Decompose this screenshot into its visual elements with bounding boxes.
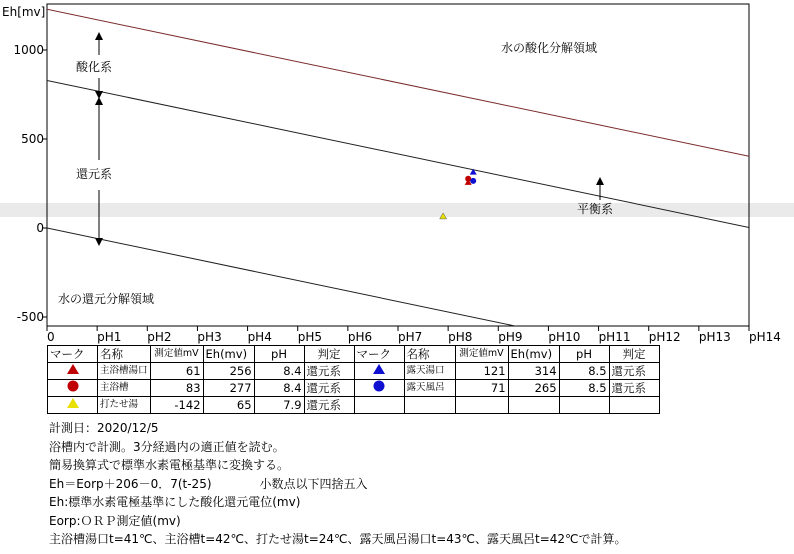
row-marker-2 [354,380,404,397]
y-axis-label: Eh[mv] [2,5,46,19]
row-measured: -142 [150,397,203,414]
row-ph: 8.4 [254,363,304,380]
row-name: 主浴槽湯口 [98,363,151,380]
row-marker-2 [354,397,404,414]
header-name-2: 名称 [404,346,455,363]
equilibrium-label: 平衡系 [577,202,614,216]
header-mark: マーク [48,346,98,363]
row-eh-2: 265 [508,380,559,397]
measurement-table [47,345,660,414]
row-marker-2 [354,363,404,380]
header-measured-2: 測定値mV [455,346,508,363]
row-judge: 還元系 [304,363,354,380]
x-tick-label: pH5 [297,330,322,344]
row-judge-2 [609,397,659,414]
x-tick-label: pH3 [197,330,222,344]
row-marker [48,363,98,380]
header-measured: 測定値mV [150,346,203,363]
x-tick-label: pH4 [247,330,272,344]
row-name-2: 露天湯口 [404,363,455,380]
header-ph-2: pH [559,346,609,363]
y-tick-label: 1000 [13,43,44,57]
x-tick-label: pH2 [147,330,172,344]
row-eh: 65 [203,397,254,414]
y-tick-label: 0 [36,221,44,235]
row-ph: 7.9 [254,397,304,414]
row-name: 打たせ湯 [98,397,151,414]
table-header-row [48,346,660,363]
header-name: 名称 [98,346,151,363]
row-marker [48,397,98,414]
x-tick-label: pH1 [97,330,122,344]
header-eh-2: Eh(mv) [508,346,559,363]
table-row [48,363,660,380]
oxidizing-label: 酸化系 [76,60,113,74]
row-eh-2: 314 [508,363,559,380]
row-measured-2: 71 [455,380,508,397]
x-tick-label: pH7 [398,330,423,344]
header-judge-2: 判定 [609,346,659,363]
row-judge-2: 還元系 [609,380,659,397]
row-measured: 61 [150,363,203,380]
row-ph-2: 8.5 [559,380,609,397]
oxidation-region-label: 水の酸化分解領域 [501,41,598,55]
reducing-label: 還元系 [76,167,113,181]
header-ph: pH [254,346,304,363]
notes-block [49,419,627,549]
row-judge-2: 還元系 [609,363,659,380]
row-name-2 [404,397,455,414]
table-row [48,380,660,397]
header-judge: 判定 [304,346,354,363]
row-name-2: 露天風呂 [404,380,455,397]
triangle-marker-icon [66,363,80,379]
highlight-band [0,203,794,217]
note-method: 浴槽内で計測。3分経過内の適正値を読む。 [49,439,285,454]
row-eh-2 [508,397,559,414]
annotations-layer [58,32,613,306]
boundary-line-0 [47,9,749,156]
x-tick-label: pH11 [598,330,631,344]
note-conversion: 簡易換算式で標準水素電極基準に変換する。 [49,458,290,472]
row-eh: 277 [203,380,254,397]
row-measured-2 [455,397,508,414]
row-judge: 還元系 [304,380,354,397]
circle-marker-icon [66,380,80,396]
row-marker [48,380,98,397]
x-tick-label: pH9 [498,330,523,344]
row-name: 主浴槽 [98,380,151,397]
row-ph-2 [559,397,609,414]
x-tick-label: pH13 [698,330,731,344]
header-eh: Eh(mv) [203,346,254,363]
row-judge: 還元系 [304,397,354,414]
header-mark-2: マーク [354,346,404,363]
reduction-region-label: 水の還元分解領域 [58,292,155,306]
x-tick-label: pH10 [548,330,581,344]
row-ph: 8.4 [254,380,304,397]
circle-marker-icon [372,380,386,396]
y-tick-label: -500 [16,310,44,324]
note-eorp-definition: Eorp:ＯＲＰ測定値(mv) [49,513,181,528]
note-temperatures: 主浴槽湯口t=41℃、主浴槽t=42℃、打たせ湯t=24℃、露天風呂湯口t=43℃、露天風呂t=42℃で計算。 [49,532,627,546]
x-tick-label: pH6 [347,330,373,344]
x-tick-label: pH12 [648,330,681,344]
plot-area-frame [47,4,749,326]
triangle-marker-icon [372,363,386,379]
x-tick-label: 0 [47,330,55,344]
row-ph-2: 8.5 [559,363,609,380]
note-date: 計測日：2020/12/5 [49,421,159,435]
row-eh: 256 [203,363,254,380]
data-point-circle [470,178,476,184]
triangle-marker-icon [66,397,80,413]
table-row [48,397,660,414]
note-eh-definition: Eh:標準水素電極基準にした酸化還元電位(mv) [49,495,301,509]
note-formula: Eh＝Eorp＋206－0．7(t-25) 小数点以下四捨五入 [49,476,368,491]
x-tick-label: pH14 [749,330,781,344]
y-tick-label: 500 [21,132,44,146]
row-measured-2: 121 [455,363,508,380]
x-tick-label: pH8 [448,330,473,344]
row-measured: 83 [150,380,203,397]
